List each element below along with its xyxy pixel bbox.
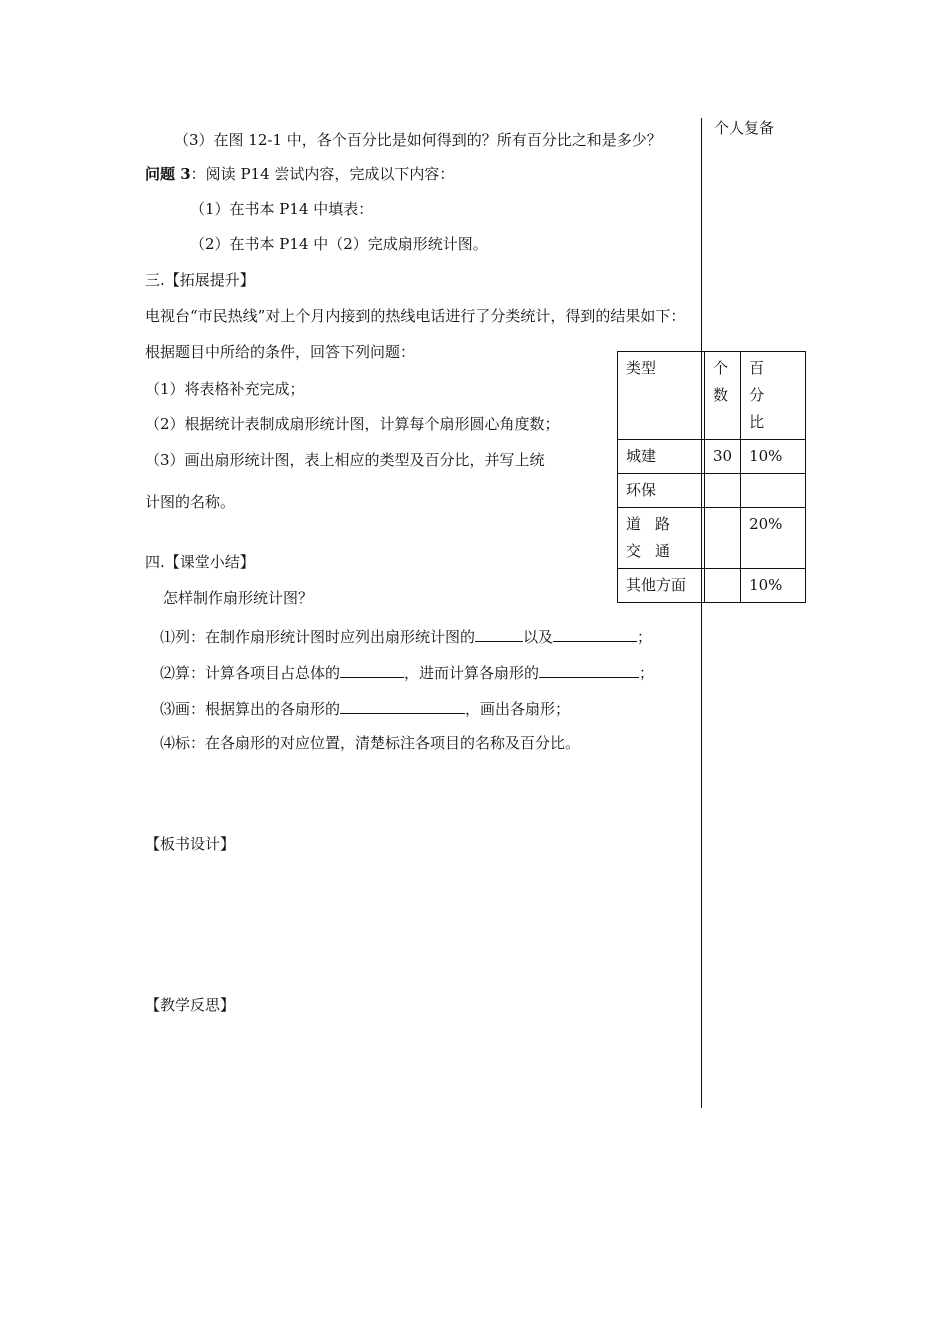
summary-step-3-text: ⑶画：根据算出的各扇形的: [160, 700, 341, 718]
summary-step-3: [160, 697, 570, 719]
section-3-item-3-cont: 计图的名称。: [145, 493, 236, 511]
section-4-question: 怎样制作扇形统计图？: [163, 589, 314, 607]
table-row: [618, 474, 806, 508]
fill-blank[interactable]: [340, 661, 404, 678]
fill-blank[interactable]: [340, 697, 465, 714]
margin-divider-line: [701, 118, 702, 1108]
side-note-heading: 个人复备: [714, 119, 775, 137]
table-cell: 20%: [741, 508, 806, 569]
table-header-cell: 个数: [705, 352, 741, 440]
summary-step-2: [160, 661, 654, 683]
problem-3-item-2: （2）在书本 P14 中（2）完成扇形统计图。: [190, 235, 488, 253]
summary-step-2-text: ⑵算：计算各项目占总体的: [160, 664, 341, 682]
table-cell: 30: [705, 440, 741, 474]
table-cell: [741, 474, 806, 508]
summary-step-2-mid: ，进而计算各扇形的: [404, 664, 540, 682]
table-header-cell: 百分比: [741, 352, 806, 440]
table-cell: [705, 569, 741, 603]
summary-step-1-text: ⑴列：在制作扇形统计图时应列出扇形统计图的: [160, 628, 476, 646]
section-3-heading: 三.【拓展提升】: [145, 271, 255, 289]
problem-3-line: [145, 164, 454, 184]
problem-3-text: ：阅读 P14 尝试内容，完成以下内容：: [190, 165, 455, 183]
board-design-heading: 【板书设计】: [145, 835, 236, 853]
section-3-lead: 根据题目中所给的条件，回答下列问题：: [145, 343, 416, 361]
summary-step-1-mid: 以及: [523, 628, 554, 646]
fill-blank[interactable]: [475, 625, 523, 642]
table-cell: 城建: [618, 440, 705, 474]
table-row: [618, 569, 806, 603]
summary-step-1: [160, 625, 652, 647]
problem-3-label: 问题 3: [145, 165, 191, 183]
summary-step-4: ⑷标：在各扇形的对应位置，清楚标注各项目的名称及百分比。: [160, 734, 581, 752]
fill-blank[interactable]: [553, 625, 637, 642]
table-cell: [705, 508, 741, 569]
section-3-intro: 电视台“市民热线”对上个月内接到的热线电话进行了分类统计，得到的结果如下：: [145, 307, 686, 325]
table-cell: 10%: [741, 440, 806, 474]
problem-3-item-1: （1）在书本 P14 中填表：: [190, 200, 374, 218]
table-cell: 道路交通: [618, 508, 705, 569]
section-3-item-2: （2）根据统计表制成扇形统计图，计算每个扇形圆心角度数；: [145, 415, 560, 433]
table-cell: 10%: [741, 569, 806, 603]
table-cell: [705, 474, 741, 508]
table-cell: 环保: [618, 474, 705, 508]
table-row: [618, 508, 806, 569]
summary-step-2-end: ；: [639, 664, 655, 682]
fill-blank[interactable]: [539, 661, 639, 678]
table-cell: 其他方面: [618, 569, 705, 603]
question-3-line: （3）在图 12-1 中，各个百分比是如何得到的？所有百分比之和是多少？: [174, 131, 662, 149]
section-4-heading: 四.【课堂小结】: [145, 553, 255, 571]
section-3-item-3: （3）画出扇形统计图，表上相应的类型及百分比，并写上统: [145, 451, 545, 469]
teaching-reflection-heading: 【教学反思】: [145, 996, 236, 1014]
statistics-table: [617, 351, 806, 603]
table-header-row: [618, 352, 806, 440]
table-header-cell: 类型: [618, 352, 705, 440]
table-row: [618, 440, 806, 474]
summary-step-3-end: ，画出各扇形；: [465, 700, 571, 718]
section-3-item-1: （1）将表格补充完成；: [145, 380, 305, 398]
summary-step-1-end: ；: [637, 628, 653, 646]
